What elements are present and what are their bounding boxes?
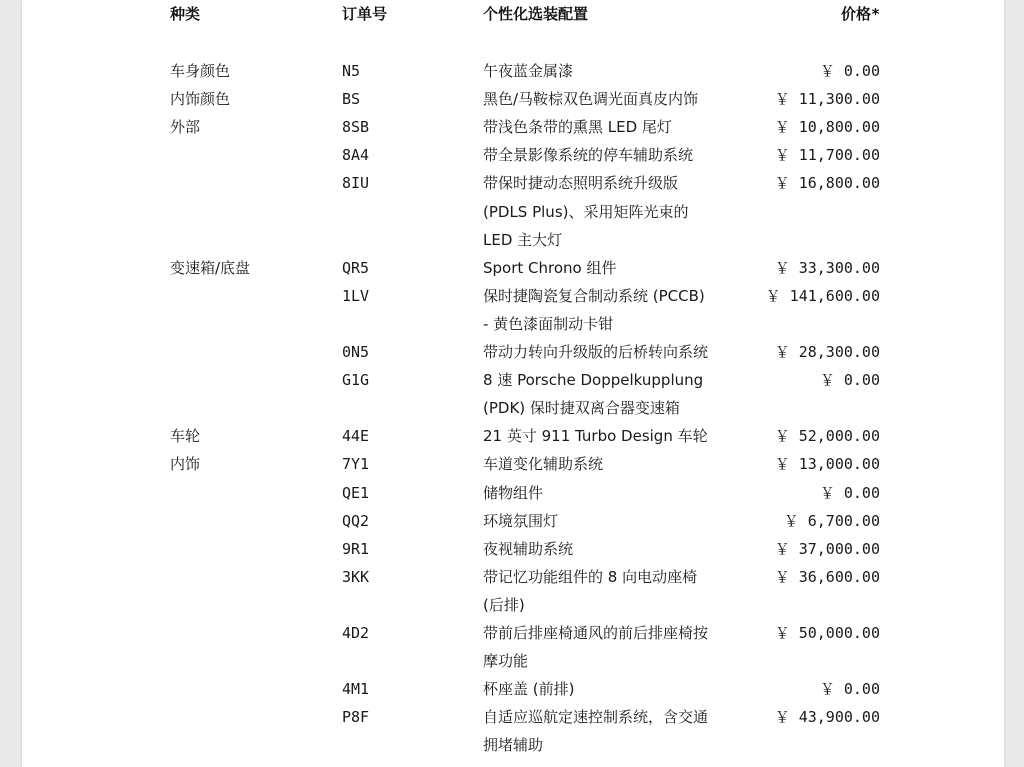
row-order-no: QE1 [342,483,370,502]
row-config: 拥堵辅助 [483,736,544,755]
row-config: 车道变化辅助系统 [483,455,604,474]
row-order-no: 0N5 [342,343,370,361]
table-row [22,619,1004,647]
table-row [22,703,1004,731]
table-row [22,198,1004,226]
row-order-no: N5 [342,62,361,80]
row-config: 摩功能 [483,652,529,671]
table-row [22,647,1004,675]
row-price: ￥ 33,300.00 [774,258,880,277]
row-order-no: BS [342,90,361,109]
row-price: ￥ 13,000.00 [774,455,880,474]
row-order-no: 8IU [342,174,370,193]
row-price: ￥ 10,800.00 [774,118,880,137]
row-config: (后排) [483,595,525,614]
row-order-no: G1G [342,371,370,390]
table-row [22,254,1004,282]
row-config: 储物组件 [483,483,544,502]
row-price: ￥ 36,600.00 [774,567,880,586]
row-order-no: P8F [342,708,370,727]
table-row [22,731,1004,759]
row-config: 带全景影像系统的停车辅助系统 [483,146,694,165]
row-config: 杯座盖 (前排) [483,680,575,699]
row-config: 21 英寸 911 Turbo Design 车轮 [483,427,708,446]
row-config: 环境氛围灯 [483,511,559,530]
row-price: ￥ 52,000.00 [774,427,880,446]
table-row [22,113,1004,141]
row-price: ￥ 0.00 [819,371,880,390]
row-order-no: 9R1 [342,539,370,558]
table-row [22,226,1004,254]
row-category: 内饰 [170,455,201,474]
row-config: 午夜蓝金属漆 [483,62,574,80]
table-row [22,563,1004,591]
row-order-no: QR5 [342,258,370,277]
row-order-no: 4M1 [342,680,370,699]
header-config: 个性化选装配置 [483,5,589,23]
table-row [22,57,1004,85]
table-row [22,591,1004,619]
table-row [22,338,1004,366]
row-config: 自适应巡航定速控制系统，含交通 [483,708,709,727]
row-order-no: 44E [342,427,370,446]
row-price: ￥ 16,800.00 [774,174,880,193]
row-price: ￥ 50,000.00 [774,624,880,642]
row-category: 内饰颜色 [170,90,231,109]
row-config: 黑色/马鞍棕双色调光面真皮内饰 [483,90,699,109]
row-category: 变速箱/底盘 [170,258,251,277]
table-row [22,675,1004,703]
row-config: 带浅色条带的熏黑 LED 尾灯 [483,118,672,137]
table-row [22,422,1004,450]
row-config: LED 主大灯 [483,230,563,249]
row-config: 带保时捷动态照明系统升级版 [483,174,679,193]
row-config: 保时捷陶瓷复合制动系统 (PCCB) [483,286,705,305]
row-config: 8 速 Porsche Doppelkupplung [483,371,704,390]
table-row [22,310,1004,338]
row-order-no: 8A4 [342,146,370,165]
row-order-no: 3KK [342,567,370,586]
header-price: 价格* [840,5,880,23]
row-price: ￥ 11,700.00 [774,146,880,165]
row-category: 外部 [170,118,201,137]
row-config: (PDLS Plus)、采用矩阵光束的 [483,202,689,221]
row-order-no: 8SB [342,118,370,137]
row-config: 带动力转向升级版的后桥转向系统 [483,343,709,361]
row-price: ￥ 28,300.00 [774,343,880,361]
table-row [22,535,1004,563]
table-row [22,507,1004,535]
row-config: 夜视辅助系统 [483,539,574,558]
row-price: ￥ 37,000.00 [774,539,880,558]
row-price: ￥ 11,300.00 [774,90,880,109]
row-config: (PDK) 保时捷双离合器变速箱 [483,399,680,418]
row-config: 带前后排座椅通风的前后排座椅按 [483,624,709,642]
row-price: ￥ 0.00 [819,483,880,502]
row-category: 车轮 [170,427,201,446]
row-price: ￥ 6,700.00 [783,511,880,530]
document-page [22,0,1004,767]
row-price: ￥ 0.00 [819,680,880,699]
header-category: 种类 [170,5,201,23]
table-row [22,141,1004,169]
row-category: 车身颜色 [170,62,231,80]
table-row [22,450,1004,478]
table-header [22,0,1004,28]
row-config: - 黄色漆面制动卡钳 [483,314,614,333]
row-order-no: 4D2 [342,624,370,642]
table-row [22,394,1004,422]
row-config: 带记忆功能组件的 8 向电动座椅 [483,567,698,586]
row-order-no: QQ2 [342,511,370,530]
row-price: ￥ 141,600.00 [765,286,880,305]
row-price: ￥ 0.00 [819,62,880,80]
table-row [22,85,1004,113]
table-row [22,169,1004,197]
row-order-no: 7Y1 [342,455,370,474]
row-config: Sport Chrono 组件 [483,258,617,277]
row-order-no: 1LV [342,286,370,305]
row-price: ￥ 43,900.00 [774,708,880,727]
header-order-no: 订单号 [342,5,388,23]
table-row [22,282,1004,310]
table-row [22,366,1004,394]
table-row [22,479,1004,507]
